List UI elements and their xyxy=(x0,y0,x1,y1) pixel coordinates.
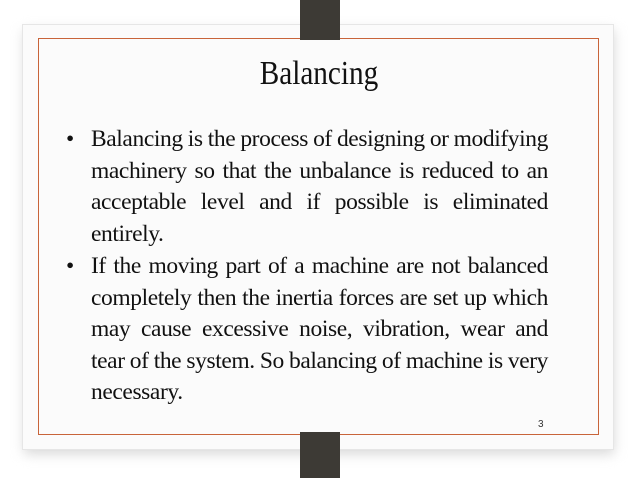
bullet-icon: • xyxy=(66,126,74,152)
page-number: 3 xyxy=(538,419,544,430)
bullet-text-2: If the moving part of a machine are not balanced completely then the inertia forces are set up which may cause excessive noise, vibration, wear and tear of the system. So balancing of machine is very necessary. xyxy=(91,253,548,405)
bullet-item-2 xyxy=(54,251,548,409)
bullet-text-1: Balancing is the process of designing or modifying machinery so that the unbalance is reduced to an acceptable level and if possible is eliminated entirely. xyxy=(91,126,548,247)
bullet-list xyxy=(54,124,548,409)
bottom-binder-tab xyxy=(300,432,340,478)
top-binder-tab xyxy=(300,0,340,40)
slide-title: Balancing xyxy=(259,55,379,92)
bullet-icon: • xyxy=(66,253,74,279)
bullet-item-1 xyxy=(54,124,548,250)
